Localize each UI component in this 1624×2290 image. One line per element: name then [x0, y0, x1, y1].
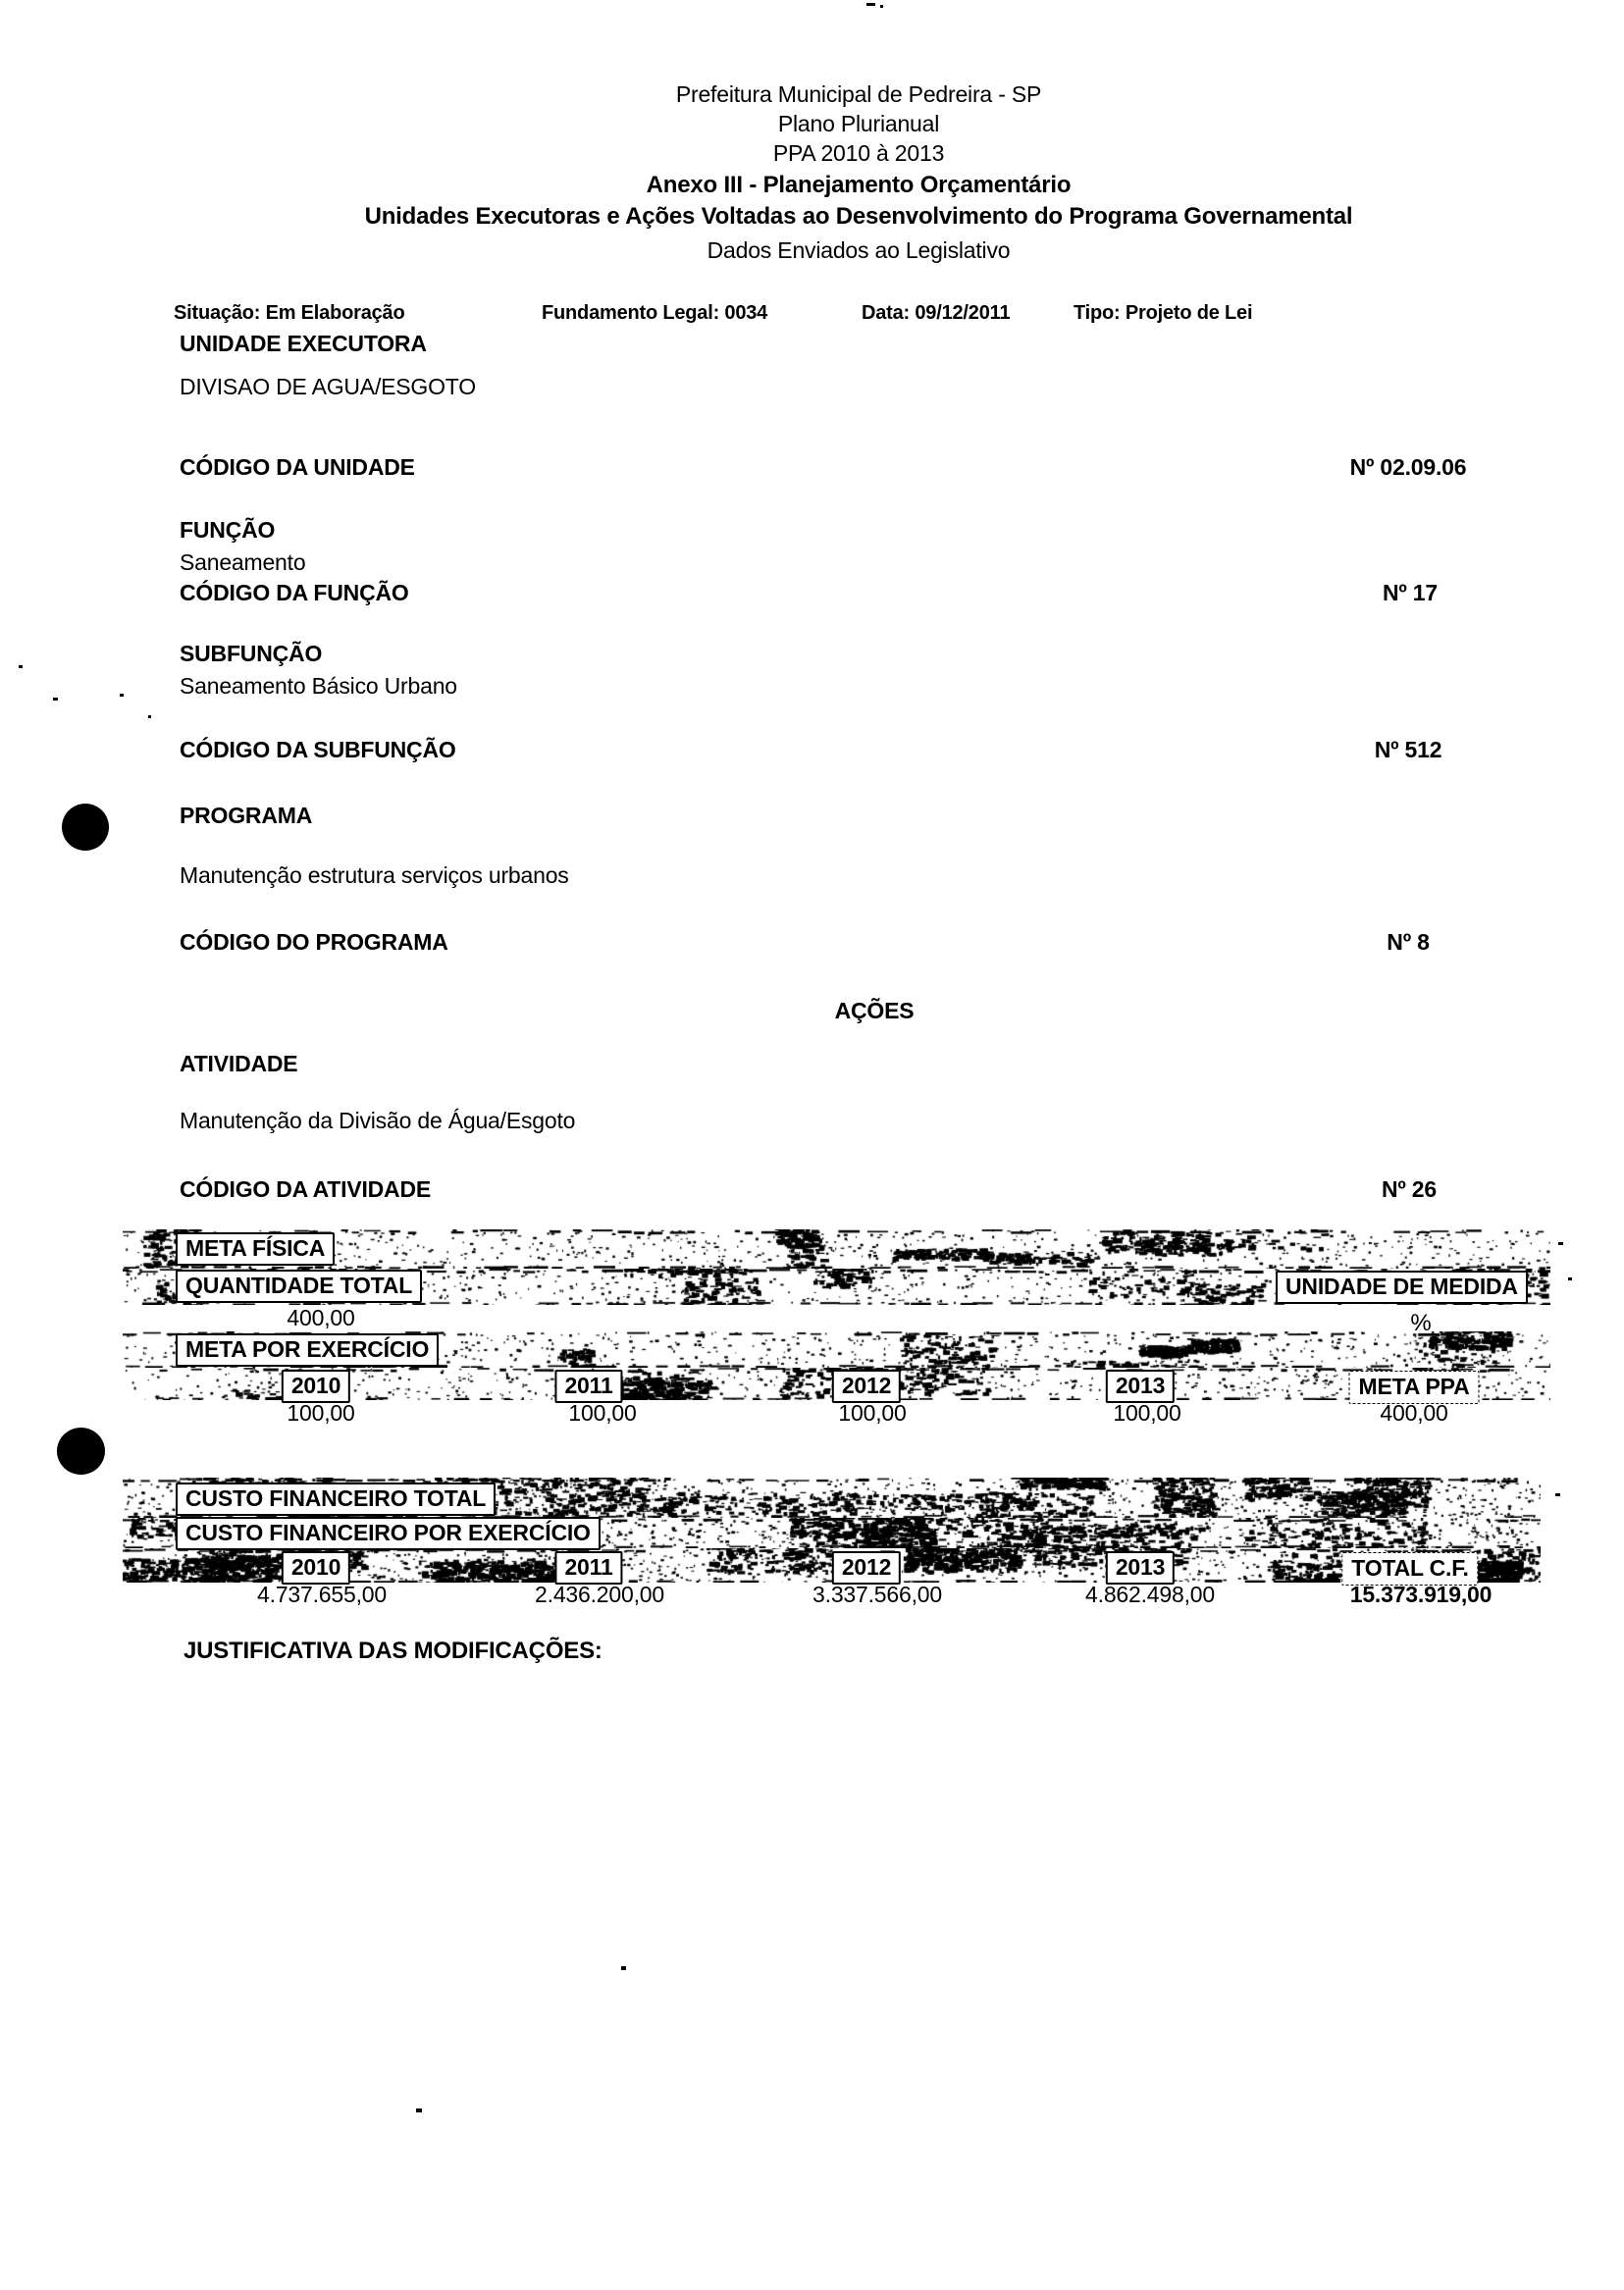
custo-value-2012: 3.337.566,00 [812, 1582, 942, 1607]
meta-por-exercicio-label: META POR EXERCÍCIO [176, 1333, 439, 1367]
punch-hole-mark [62, 804, 109, 851]
scan-speck [19, 665, 23, 668]
scan-speck [416, 2108, 422, 2112]
unidade-medida-label: UNIDADE DE MEDIDA [1276, 1271, 1528, 1304]
quantidade-total-value: 400,00 [287, 1305, 355, 1330]
codigo-funcao-value: Nº 17 [1383, 580, 1438, 605]
status-fundamento-legal: Fundamento Legal: 0034 [542, 302, 768, 324]
codigo-programa-value: Nº 8 [1387, 929, 1430, 955]
meta-ppa-label: META PPA [1349, 1371, 1480, 1404]
meta-year-2010: 2010 [282, 1370, 350, 1403]
custo-total-cf-label: TOTAL C.F. [1341, 1552, 1478, 1586]
codigo-atividade-label: CÓDIGO DA ATIVIDADE [180, 1176, 432, 1202]
atividade-value: Manutenção da Divisão de Água/Esgoto [180, 1108, 576, 1133]
codigo-subfuncao-label: CÓDIGO DA SUBFUNÇÃO [180, 737, 456, 762]
custo-total-cf-value: 15.373.919,00 [1349, 1582, 1493, 1607]
header-note: Dados Enviados ao Legislativo [707, 237, 1011, 263]
header-annex: Anexo III - Planejamento Orçamentário [646, 172, 1072, 198]
scan-speck [866, 3, 875, 6]
codigo-unidade-label: CÓDIGO DA UNIDADE [180, 454, 415, 480]
funcao-label: FUNÇÃO [180, 517, 276, 543]
meta-value-2010: 100,00 [287, 1400, 355, 1426]
meta-value-2013: 100,00 [1113, 1400, 1181, 1426]
meta-fisica-title: META FÍSICA [176, 1232, 335, 1266]
punch-hole-mark [57, 1428, 105, 1475]
custo-year-2013: 2013 [1106, 1551, 1175, 1585]
meta-year-2011: 2011 [554, 1370, 622, 1403]
custo-por-exercicio-label: CUSTO FINANCEIRO POR EXERCÍCIO [176, 1517, 601, 1550]
header-subtitle: Unidades Executoras e Ações Voltadas ao Desenvolvimento do Programa Governamental [364, 203, 1353, 230]
scan-noise-band [123, 1229, 1550, 1269]
scan-speck [53, 698, 58, 701]
scan-speck [1568, 1277, 1572, 1280]
programa-label: PROGRAMA [180, 803, 313, 828]
codigo-atividade-value: Nº 26 [1382, 1176, 1437, 1202]
unidade-executora-value: DIVISAO DE AGUA/ESGOTO [180, 374, 476, 399]
subfuncao-label: SUBFUNÇÃO [180, 641, 323, 666]
scan-speck [148, 715, 151, 718]
subfuncao-value: Saneamento Básico Urbano [180, 673, 457, 699]
header-org: Prefeitura Municipal de Pedreira - SP [675, 81, 1042, 107]
unidade-executora-label: UNIDADE EXECUTORA [180, 331, 427, 356]
codigo-programa-label: CÓDIGO DO PROGRAMA [180, 929, 448, 955]
custo-year-2011: 2011 [554, 1551, 622, 1585]
unidade-medida-value: % [1410, 1310, 1432, 1336]
quantidade-total-label: QUANTIDADE TOTAL [176, 1270, 422, 1303]
scan-speck [1555, 1493, 1560, 1496]
codigo-unidade-value: Nº 02.09.06 [1349, 454, 1467, 480]
meta-ppa-value: 400,00 [1380, 1400, 1448, 1426]
meta-year-2012: 2012 [832, 1370, 901, 1403]
custo-value-2011: 2.436.200,00 [535, 1582, 664, 1607]
programa-value: Manutenção estrutura serviços urbanos [180, 862, 569, 888]
header-period: PPA 2010 à 2013 [772, 140, 945, 166]
custo-year-2010: 2010 [282, 1551, 350, 1585]
meta-value-2011: 100,00 [568, 1400, 637, 1426]
custo-year-2012: 2012 [832, 1551, 901, 1585]
status-tipo: Tipo: Projeto de Lei [1074, 302, 1253, 324]
header-plan: Plano Plurianual [777, 111, 940, 136]
scan-speck [120, 694, 124, 697]
meta-value-2012: 100,00 [838, 1400, 907, 1426]
codigo-funcao-label: CÓDIGO DA FUNÇÃO [180, 580, 409, 605]
atividade-label: ATIVIDADE [180, 1051, 298, 1076]
status-situacao: Situação: Em Elaboração [174, 302, 405, 324]
custo-value-2013: 4.862.498,00 [1085, 1582, 1215, 1607]
justificativa-label: JUSTIFICATIVA DAS MODIFICAÇÕES: [183, 1638, 602, 1664]
meta-year-2013: 2013 [1106, 1370, 1175, 1403]
codigo-subfuncao-value: Nº 512 [1374, 737, 1442, 762]
scan-speck [621, 1966, 626, 1970]
funcao-value: Saneamento [180, 549, 306, 575]
status-data: Data: 09/12/2011 [862, 302, 1011, 324]
scan-speck [880, 5, 883, 8]
custo-financeiro-total-label: CUSTO FINANCEIRO TOTAL [176, 1483, 496, 1516]
custo-value-2010: 4.737.655,00 [257, 1582, 387, 1607]
scan-speck [1558, 1242, 1563, 1245]
acoes-section-title: AÇÕES [834, 998, 915, 1023]
